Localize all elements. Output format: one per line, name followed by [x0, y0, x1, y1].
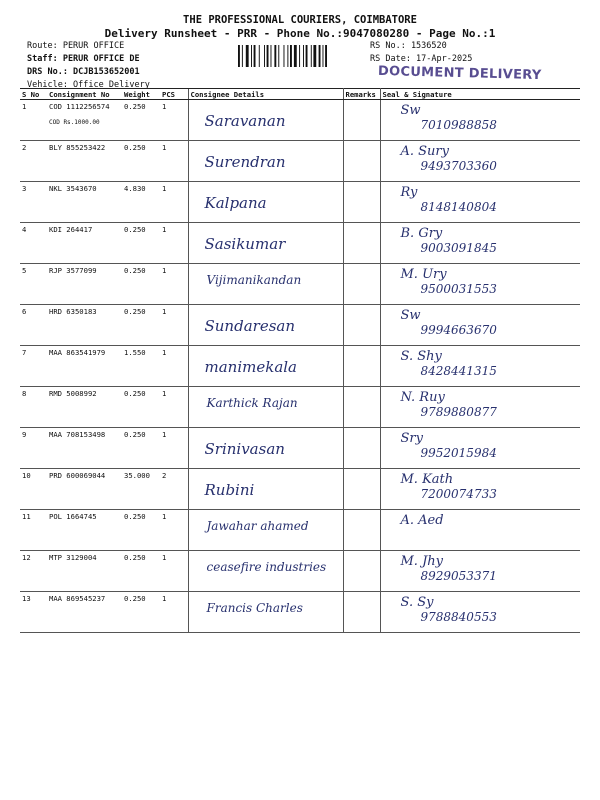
barcode-bar [259, 45, 260, 67]
weight-cell: 1.550 [122, 346, 160, 387]
table-row [20, 305, 580, 346]
pcs-cell: 1 [160, 100, 188, 141]
barcode-bar [274, 45, 276, 67]
barcode-bar [242, 45, 243, 67]
consignment-cell [47, 100, 122, 141]
vehicle-text: Vehicle: Office Delivery [27, 80, 150, 90]
weight-cell: 0.250 [122, 428, 160, 469]
signature-cell [380, 428, 580, 469]
rs-date: RS Date: 17-Apr-2025 [370, 54, 473, 64]
handwritten-signature: Sry [400, 431, 423, 446]
consignee-handwritten-name: manimekala [204, 358, 297, 376]
consignment-number: POL 1664745 [49, 512, 97, 521]
pcs-cell: 1 [160, 551, 188, 592]
consignee-handwritten-name: Sundaresan [204, 317, 295, 335]
signature-cell [380, 264, 580, 305]
consignee-cell [188, 141, 343, 182]
handwritten-signature: M. Ury [400, 267, 447, 282]
weight-cell: 0.250 [122, 592, 160, 633]
handwritten-phone: 9788840553 [420, 610, 497, 624]
col-header-signature: Seal & Signature [380, 89, 580, 100]
consignment-cell [47, 182, 122, 223]
barcode-bar [306, 45, 308, 67]
consignment-cell [47, 264, 122, 305]
signature-cell [380, 305, 580, 346]
sno-cell: 7 [20, 346, 47, 387]
sno-cell: 9 [20, 428, 47, 469]
barcode-bar [290, 45, 292, 67]
col-header-consignee: Consignee Details [188, 89, 343, 100]
barcode-bar [311, 45, 312, 67]
signature-cell [380, 223, 580, 264]
consignment-number: BLY 855253422 [49, 143, 106, 152]
handwritten-signature: B. Gry [400, 226, 443, 241]
weight-cell: 0.250 [122, 100, 160, 141]
consignment-cell [47, 469, 122, 510]
consignee-cell [188, 264, 343, 305]
consignee-handwritten-name: Srinivasan [204, 440, 285, 458]
consignment-number: COD 1112256574 [49, 102, 110, 111]
barcode-bar [323, 45, 324, 67]
consignment-cell [47, 305, 122, 346]
barcode-bar [238, 45, 240, 67]
consignee-handwritten-name: Karthick Rajan [206, 396, 298, 410]
consignment-number: RJP 3577099 [49, 266, 97, 275]
consignee-cell [188, 510, 343, 551]
consignment-number: MAA 863541979 [49, 348, 106, 357]
barcode-image [238, 45, 356, 67]
handwritten-signature: N. Ruy [400, 390, 445, 405]
consignee-handwritten-name: Rubini [204, 481, 255, 499]
handwritten-phone: 9500031553 [420, 282, 497, 296]
sno-cell: 1 [20, 100, 47, 141]
barcode-bar [299, 45, 300, 67]
staff-text: Staff: PERUR OFFICE DE [27, 54, 140, 64]
barcode-bar [264, 45, 265, 67]
handwritten-signature: M. Kath [400, 472, 454, 487]
sno-cell: 3 [20, 182, 47, 223]
weight-cell: 0.250 [122, 305, 160, 346]
runsheet-subtitle: Delivery Runsheet - PRR - Phone No.:9047080280 - Page No.:1 [104, 27, 496, 40]
weight-cell: 35.000 [122, 469, 160, 510]
route-text: Route: PERUR OFFICE [27, 41, 125, 51]
pcs-cell: 1 [160, 346, 188, 387]
table-row [20, 551, 580, 592]
col-header-consignment: Consignment No [47, 89, 122, 100]
remarks-cell [343, 428, 380, 469]
drs-number: DRS No.: DCJB153652001 [27, 67, 140, 77]
consignment-number: MTP 3129004 [49, 553, 97, 562]
handwritten-signature: Sw [400, 308, 421, 323]
signature-cell [380, 510, 580, 551]
table-row [20, 264, 580, 305]
signature-cell [380, 551, 580, 592]
runsheet-meta-right [370, 40, 472, 66]
runsheet-meta-left [27, 40, 150, 92]
col-header-weight: Weight [122, 89, 160, 100]
sno-cell: 6 [20, 305, 47, 346]
remarks-cell [343, 346, 380, 387]
sno-cell: 2 [20, 141, 47, 182]
consignment-cell [47, 592, 122, 633]
handwritten-phone: 8428441315 [420, 364, 497, 378]
handwritten-phone: 8148140804 [420, 200, 497, 214]
handwritten-signature: Sw [400, 103, 421, 118]
table-row [20, 469, 580, 510]
col-header-pcs: PCS [160, 89, 188, 100]
barcode-bar [246, 45, 249, 67]
pcs-cell: 1 [160, 387, 188, 428]
consignee-handwritten-name: Vijimanikandan [206, 273, 302, 287]
table-row [20, 387, 580, 428]
barcode-bar [267, 45, 269, 67]
barcode-bar [251, 45, 252, 67]
pcs-cell: 2 [160, 469, 188, 510]
consignment-cell [47, 223, 122, 264]
consignment-number: KDI 264417 [49, 225, 93, 234]
consignee-handwritten-name: Jawahar ahamed [206, 519, 309, 533]
consignment-cell [47, 510, 122, 551]
document-header [0, 13, 600, 41]
sno-cell: 8 [20, 387, 47, 428]
barcode-bar [294, 45, 297, 67]
delivery-table [20, 88, 580, 633]
pcs-cell: 1 [160, 305, 188, 346]
pcs-cell: 1 [160, 592, 188, 633]
table-row [20, 100, 580, 141]
consignee-cell [188, 223, 343, 264]
consignee-handwritten-name: Surendran [204, 153, 286, 171]
table-row [20, 141, 580, 182]
consignment-number: MAA 708153498 [49, 430, 106, 439]
handwritten-phone: 9493703360 [420, 159, 497, 173]
table-row [20, 346, 580, 387]
document-delivery-stamp: DOCUMENT DELIVERY [377, 63, 542, 84]
handwritten-phone: 7010988858 [420, 118, 497, 132]
consignment-cell [47, 346, 122, 387]
consignment-cell [47, 387, 122, 428]
consignee-cell [188, 182, 343, 223]
consignee-cell [188, 100, 343, 141]
consignment-cell [47, 428, 122, 469]
consignment-number: PRD 600069044 [49, 471, 106, 480]
table-row [20, 592, 580, 633]
consignee-handwritten-name: Saravanan [204, 112, 286, 130]
remarks-cell [343, 469, 380, 510]
company-title: THE PROFESSIONAL COURIERS, COIMBATORE [183, 14, 417, 26]
signature-cell [380, 469, 580, 510]
consignee-cell [188, 592, 343, 633]
weight-cell: 0.250 [122, 510, 160, 551]
pcs-cell: 1 [160, 182, 188, 223]
pcs-cell: 1 [160, 510, 188, 551]
consignee-cell [188, 551, 343, 592]
consignment-cell [47, 551, 122, 592]
remarks-cell [343, 264, 380, 305]
sno-cell: 12 [20, 551, 47, 592]
barcode-bar [254, 45, 256, 67]
pcs-cell: 1 [160, 141, 188, 182]
weight-cell: 0.250 [122, 551, 160, 592]
handwritten-phone: 9003091845 [420, 241, 497, 255]
barcode-bar [319, 45, 321, 67]
consignee-handwritten-name: Sasikumar [204, 235, 286, 253]
handwritten-signature: S. Sy [400, 595, 434, 610]
remarks-cell [343, 387, 380, 428]
weight-cell: 0.250 [122, 141, 160, 182]
rs-number: RS No.: 1536520 [370, 41, 447, 51]
pcs-cell: 1 [160, 428, 188, 469]
signature-cell [380, 100, 580, 141]
remarks-cell [343, 305, 380, 346]
consignee-cell [188, 305, 343, 346]
sno-cell: 11 [20, 510, 47, 551]
table-row [20, 510, 580, 551]
weight-cell: 0.250 [122, 264, 160, 305]
cod-amount: COD Rs.1000.00 [49, 119, 100, 126]
sno-cell: 5 [20, 264, 47, 305]
table-row [20, 182, 580, 223]
pcs-cell: 1 [160, 264, 188, 305]
pcs-cell: 1 [160, 223, 188, 264]
consignment-number: NKL 3543670 [49, 184, 97, 193]
consignee-cell [188, 428, 343, 469]
consignee-cell [188, 469, 343, 510]
consignee-cell [188, 346, 343, 387]
handwritten-signature: A. Sury [400, 144, 449, 159]
table-header-row [20, 89, 580, 100]
signature-cell [380, 141, 580, 182]
col-header-sno: S No [20, 89, 47, 100]
consignment-cell [47, 141, 122, 182]
weight-cell: 4.830 [122, 182, 160, 223]
remarks-cell [343, 592, 380, 633]
table-row [20, 428, 580, 469]
handwritten-phone: 9994663670 [420, 323, 497, 337]
barcode-bar [278, 45, 279, 67]
consignee-cell [188, 387, 343, 428]
signature-cell [380, 182, 580, 223]
barcode-bar [271, 45, 272, 67]
remarks-cell [343, 223, 380, 264]
barcode-bar [325, 45, 327, 67]
handwritten-phone: 8929053371 [420, 569, 497, 583]
remarks-cell [343, 141, 380, 182]
handwritten-phone: 9789880877 [420, 405, 497, 419]
handwritten-signature: Ry [400, 185, 418, 200]
weight-cell: 0.250 [122, 223, 160, 264]
sno-cell: 13 [20, 592, 47, 633]
weight-cell: 0.250 [122, 387, 160, 428]
barcode-bar [303, 45, 304, 67]
remarks-cell [343, 182, 380, 223]
signature-cell [380, 387, 580, 428]
consignment-number: MAA 869545237 [49, 594, 106, 603]
barcode-bar [313, 45, 316, 67]
consignee-handwritten-name: Kalpana [204, 194, 267, 212]
barcode-bar [287, 45, 288, 67]
handwritten-signature: S. Shy [400, 349, 442, 364]
handwritten-signature: M. Jhy [400, 554, 444, 569]
remarks-cell [343, 100, 380, 141]
table-row [20, 223, 580, 264]
sno-cell: 4 [20, 223, 47, 264]
consignee-handwritten-name: Francis Charles [206, 601, 303, 615]
signature-cell [380, 346, 580, 387]
sno-cell: 10 [20, 469, 47, 510]
col-header-remarks: Remarks [343, 89, 380, 100]
consignee-handwritten-name: ceasefire industries [206, 560, 327, 574]
signature-cell [380, 592, 580, 633]
remarks-cell [343, 551, 380, 592]
handwritten-signature: A. Aed [400, 513, 444, 528]
consignment-number: RMD 5008992 [49, 389, 97, 398]
remarks-cell [343, 510, 380, 551]
handwritten-phone: 7200074733 [420, 487, 497, 501]
handwritten-phone: 9952015984 [420, 446, 497, 460]
barcode-bar [284, 45, 285, 67]
consignment-number: HRD 6350183 [49, 307, 97, 316]
